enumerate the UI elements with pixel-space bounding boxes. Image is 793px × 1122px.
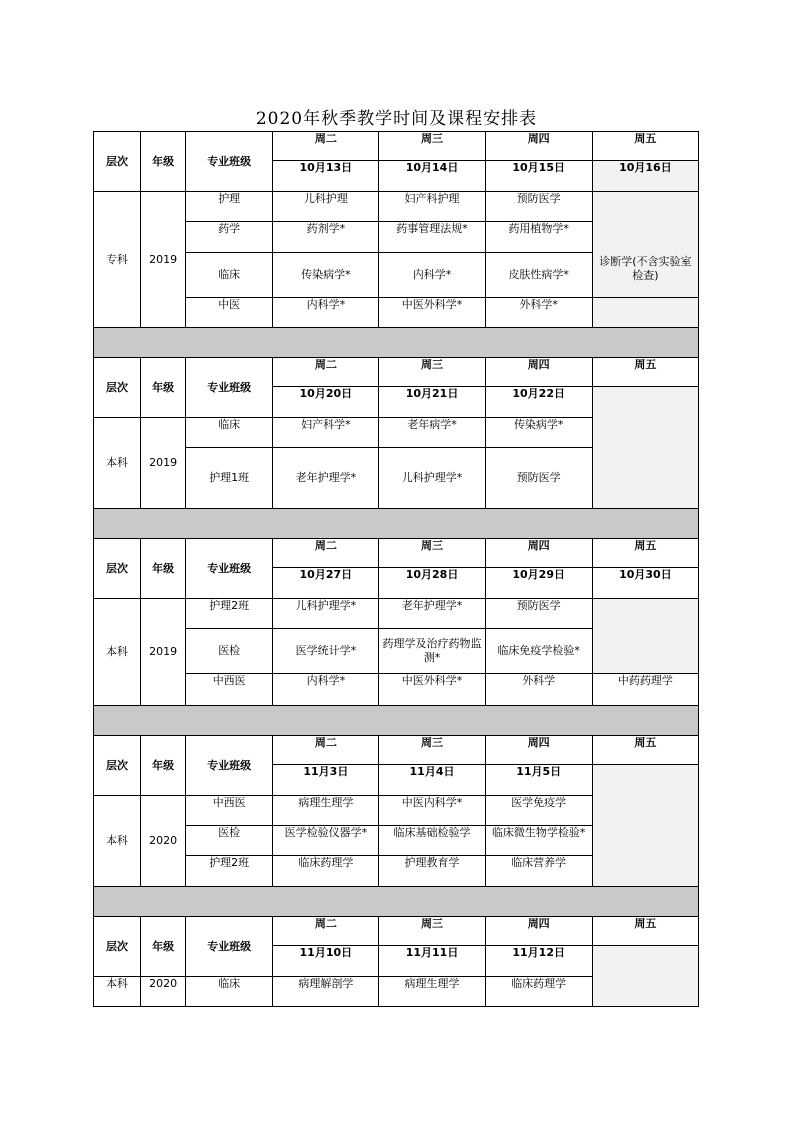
course-cell: 护理教育学 <box>379 856 485 887</box>
header-major: 专业班级 <box>186 917 273 977</box>
course-cell: 医学检验仪器学* <box>273 826 379 856</box>
course-cell: 预防医学 <box>485 448 592 509</box>
empty-cell <box>592 765 698 887</box>
date-thu: 10月22日 <box>485 387 592 418</box>
major-cell: 中西医 <box>186 796 273 826</box>
separator-bar <box>94 509 699 539</box>
header-fri: 周五 <box>592 358 698 387</box>
grade-cell: 2020 <box>141 977 186 1007</box>
separator-bar <box>94 706 699 736</box>
grade-cell: 2019 <box>141 599 186 706</box>
separator-row <box>94 328 699 358</box>
schedule-table <box>93 131 699 1007</box>
empty-cell <box>592 387 698 509</box>
table-header-row <box>94 539 699 568</box>
level-cell: 本科 <box>94 418 141 509</box>
header-major: 专业班级 <box>186 358 273 418</box>
course-cell: 药剂学* <box>273 222 379 253</box>
header-thu: 周四 <box>485 358 592 387</box>
date-thu: 10月15日 <box>485 161 592 192</box>
level-cell: 专科 <box>94 192 141 328</box>
date-fri: 10月30日 <box>592 568 698 599</box>
major-cell: 医检 <box>186 629 273 674</box>
table-header-row <box>94 132 699 161</box>
course-cell: 内科学* <box>273 674 379 706</box>
course-cell: 儿科护理学* <box>379 448 485 509</box>
course-cell: 老年护理学* <box>379 599 485 629</box>
header-grade: 年级 <box>141 539 186 599</box>
header-fri: 周五 <box>592 539 698 568</box>
header-wed: 周三 <box>379 132 485 161</box>
course-cell: 老年病学* <box>379 418 485 448</box>
date-wed: 10月21日 <box>379 387 485 418</box>
date-wed: 10月14日 <box>379 161 485 192</box>
course-cell: 内科学* <box>379 253 485 298</box>
course-cell: 儿科护理学* <box>273 599 379 629</box>
major-cell: 护理1班 <box>186 448 273 509</box>
course-cell: 外科学 <box>485 674 592 706</box>
header-major: 专业班级 <box>186 132 273 192</box>
header-thu: 周四 <box>485 539 592 568</box>
course-cell: 中药药理学 <box>592 674 698 706</box>
course-cell: 临床药理学 <box>273 856 379 887</box>
date-wed: 11月4日 <box>379 765 485 796</box>
course-cell: 医学统计学* <box>273 629 379 674</box>
table-row <box>94 599 699 629</box>
date-tue: 10月13日 <box>273 161 379 192</box>
header-tue: 周二 <box>273 917 379 946</box>
course-cell: 临床免疫学检验* <box>485 629 592 674</box>
header-wed: 周三 <box>379 358 485 387</box>
header-major: 专业班级 <box>186 736 273 796</box>
level-cell: 本科 <box>94 599 141 706</box>
major-cell: 中医 <box>186 298 273 328</box>
major-cell: 药学 <box>186 222 273 253</box>
separator-row <box>94 887 699 917</box>
major-cell: 医检 <box>186 826 273 856</box>
course-cell: 病理生理学 <box>379 977 485 1007</box>
separator-bar <box>94 328 699 358</box>
course-cell: 病理解剖学 <box>273 977 379 1007</box>
table-row <box>94 192 699 222</box>
header-fri: 周五 <box>592 736 698 765</box>
header-level: 层次 <box>94 539 141 599</box>
header-fri: 周五 <box>592 917 698 946</box>
header-grade: 年级 <box>141 917 186 977</box>
course-cell: 临床营养学 <box>485 856 592 887</box>
header-tue: 周二 <box>273 736 379 765</box>
date-tue: 11月10日 <box>273 946 379 977</box>
page-title: 2020年秋季教学时间及课程安排表 <box>255 109 538 129</box>
course-cell: 医学免疫学 <box>485 796 592 826</box>
empty-cell <box>592 599 698 674</box>
date-tue: 11月3日 <box>273 765 379 796</box>
header-tue: 周二 <box>273 358 379 387</box>
header-wed: 周三 <box>379 736 485 765</box>
major-cell: 临床 <box>186 977 273 1007</box>
header-level: 层次 <box>94 132 141 192</box>
course-cell: 药理学及治疗药物监测* <box>379 629 485 674</box>
major-cell: 中西医 <box>186 674 273 706</box>
fri-note: 诊断学(不含实验室检查) <box>599 255 692 282</box>
header-thu: 周四 <box>485 917 592 946</box>
fri-note-cell <box>592 192 698 298</box>
major-cell: 护理2班 <box>186 599 273 629</box>
separator-row <box>94 509 699 539</box>
date-tue: 10月20日 <box>273 387 379 418</box>
course-cell: 传染病学* <box>273 253 379 298</box>
course-cell: 内科学* <box>273 298 379 328</box>
table-header-row <box>94 358 699 387</box>
course-cell: 儿科护理 <box>273 192 379 222</box>
header-grade: 年级 <box>141 132 186 192</box>
major-cell: 临床 <box>186 253 273 298</box>
empty-cell <box>592 946 698 1007</box>
major-cell: 护理2班 <box>186 856 273 887</box>
header-thu: 周四 <box>485 736 592 765</box>
grade-cell: 2019 <box>141 418 186 509</box>
header-wed: 周三 <box>379 917 485 946</box>
header-wed: 周三 <box>379 539 485 568</box>
course-cell: 临床药理学 <box>485 977 592 1007</box>
header-level: 层次 <box>94 358 141 418</box>
date-wed: 10月28日 <box>379 568 485 599</box>
grade-cell: 2019 <box>141 192 186 328</box>
course-cell: 病理生理学 <box>273 796 379 826</box>
course-cell: 中医外科学* <box>379 674 485 706</box>
course-cell: 老年护理学* <box>273 448 379 509</box>
header-level: 层次 <box>94 917 141 977</box>
header-tue: 周二 <box>273 539 379 568</box>
course-cell: 临床微生物学检验* <box>485 826 592 856</box>
separator-bar <box>94 887 699 917</box>
level-cell: 本科 <box>94 796 141 887</box>
course-cell: 妇产科护理 <box>379 192 485 222</box>
header-grade: 年级 <box>141 358 186 418</box>
level-cell: 本科 <box>94 977 141 1007</box>
course-cell: 中医外科学* <box>379 298 485 328</box>
header-grade: 年级 <box>141 736 186 796</box>
course-cell: 妇产科学* <box>273 418 379 448</box>
header-fri: 周五 <box>592 132 698 161</box>
header-tue: 周二 <box>273 132 379 161</box>
course-cell: 预防医学 <box>485 599 592 629</box>
course-cell: 药事管理法规* <box>379 222 485 253</box>
date-thu: 11月12日 <box>485 946 592 977</box>
major-cell: 临床 <box>186 418 273 448</box>
date-thu: 10月29日 <box>485 568 592 599</box>
header-level: 层次 <box>94 736 141 796</box>
separator-row <box>94 706 699 736</box>
major-cell: 护理 <box>186 192 273 222</box>
course-cell: 预防医学 <box>485 192 592 222</box>
date-fri: 10月16日 <box>592 161 698 192</box>
course-cell: 外科学* <box>485 298 592 328</box>
course-cell: 中医内科学* <box>379 796 485 826</box>
header-thu: 周四 <box>485 132 592 161</box>
course-cell: 皮肤性病学* <box>485 253 592 298</box>
course-cell: 临床基础检验学 <box>379 826 485 856</box>
header-major: 专业班级 <box>186 539 273 599</box>
date-tue: 10月27日 <box>273 568 379 599</box>
grade-cell: 2020 <box>141 796 186 887</box>
table-header-row <box>94 917 699 946</box>
course-cell: 传染病学* <box>485 418 592 448</box>
date-thu: 11月5日 <box>485 765 592 796</box>
empty-cell <box>592 298 698 328</box>
course-cell: 药用植物学* <box>485 222 592 253</box>
table-header-row <box>94 736 699 765</box>
date-wed: 11月11日 <box>379 946 485 977</box>
